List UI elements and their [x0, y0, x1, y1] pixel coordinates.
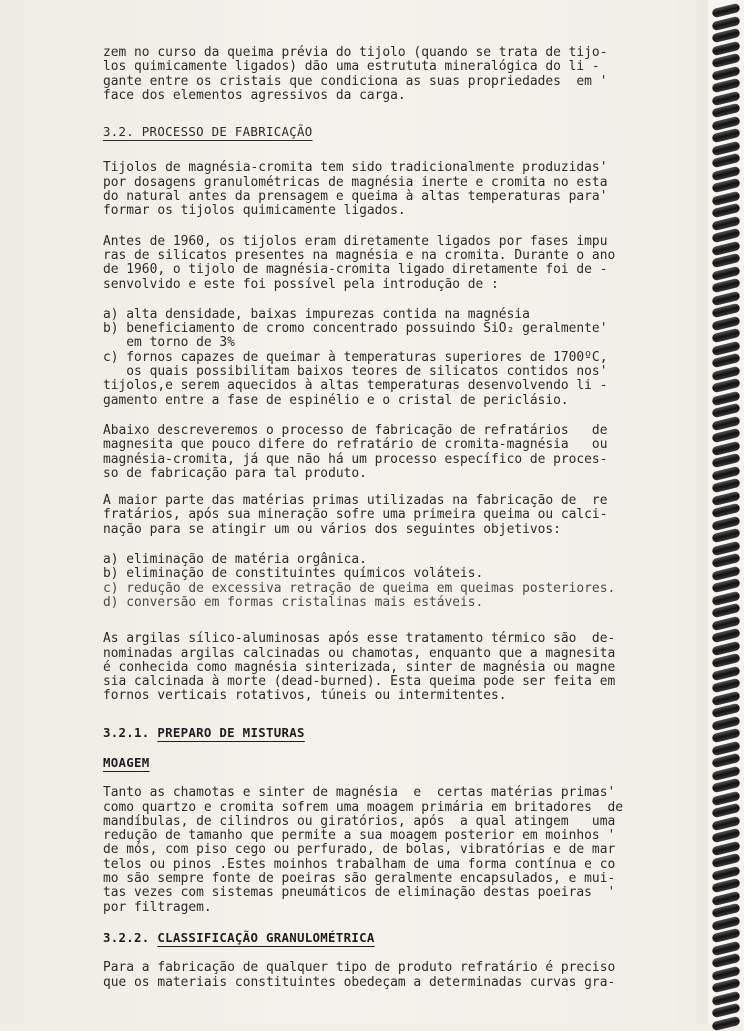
text-line: magnésia-cromita, já que não há um processo específico de proces-: [103, 451, 608, 467]
text-line: de 1960, o tijolo de magnésia-cromita ligado diretamente foi de -: [103, 262, 608, 278]
list-item: d) conversão em formas cristalinas mais estáveis.: [103, 594, 484, 610]
text-line: Tijolos de magnésia-cromita tem sido tradicionalmente produzidas': [103, 160, 608, 176]
list-item: a) alta densidade, baixas impurezas contida na magnésia: [103, 306, 530, 322]
list-item: gamento entre a fase de espinélio e o cristal de periclásio.: [103, 392, 569, 408]
paragraph-7: [103, 961, 693, 990]
paragraph-3: [103, 424, 693, 481]
list-item: a) eliminação de matéria orgânica.: [103, 552, 367, 568]
text-line: los quimicamente ligados) dão uma estrututa mineralógica do li -: [103, 59, 600, 75]
section-heading-3-2-1: [103, 726, 693, 740]
text-line: nominadas argilas calcinadas ou chamotas, enquanto que a magnesita: [103, 645, 616, 661]
section-number: 3.2.1.: [103, 724, 150, 740]
text-line: so de fabricação para tal produto.: [103, 465, 367, 481]
paragraph-1: [103, 161, 693, 218]
list-objectives: [103, 553, 693, 610]
spiral-binding: [708, 0, 744, 1024]
text-line: do natural antes da prensagem e queima à altas temperaturas para': [103, 189, 608, 205]
list-item: os quais possibilitam baixos teores de silicatos contidos nos': [103, 364, 608, 380]
paragraph-5: [103, 632, 693, 703]
text-line: mo são sempre fonte de poeiras são geralmente encapsulados, e mui-: [103, 871, 616, 887]
text-line: Tanto as chamotas e sinter de magnésia e certas matérias primas': [103, 785, 616, 801]
binding-coil: [711, 1015, 740, 1031]
list-item: b) beneficiamento de cromo concentrado possuindo SiO₂ geralmente': [103, 321, 608, 337]
text-line: redução de tamanho que permite a sua moagem posterior em moinhos ': [103, 828, 616, 844]
text-line: que os materiais constituintes obedeçam a determinadas curvas gra-: [103, 974, 616, 990]
text-line: ras de silicatos presentes na magnésia e na cromita. Durante o ano: [103, 247, 616, 263]
subheading-moagem: [103, 756, 693, 770]
paragraph-intro: [103, 46, 693, 103]
text-line: como quartzo e cromita sofrem uma moagem primária em britadores de: [103, 799, 623, 815]
text-line: Abaixo descreveremos o processo de fabricação de refratários de: [103, 422, 608, 438]
section-number: 3.2.2.: [103, 929, 150, 945]
section-heading-text: CLASSIFICAÇÃO GRANULOMÉTRICA: [157, 929, 375, 945]
text-line: é conhecida como magnésia sinterizada, sinter de magnésia ou magne: [103, 659, 616, 675]
text-line: mandíbulas, de cilindros ou giratórios, após a qual atingem uma: [103, 813, 616, 829]
subheading-text: MOAGEM: [103, 754, 150, 770]
text-line: fornos verticais rotativos, túneis ou intermitentes.: [103, 688, 507, 704]
text-line: Antes de 1960, os tijolos eram diretamente ligados por fases impu: [103, 233, 608, 249]
paragraph-4: [103, 494, 693, 537]
section-heading-text: PREPARO DE MISTURAS: [157, 724, 305, 740]
text-line: senvolvido e este foi possível pela introdução de :: [103, 276, 499, 292]
text-line: sia calcinada à morte (dead-burned). Esta queima pode ser feita em: [103, 674, 616, 690]
list-item: em torno de 3%: [103, 335, 235, 351]
paragraph-6: [103, 786, 693, 915]
section-heading-3-2-2: [103, 931, 693, 945]
text-line: As argilas sílico-aluminosas após esse tratamento térmico são de-: [103, 631, 616, 647]
list-requirements: [103, 308, 693, 408]
text-line: formar os tijolos quimicamente ligados.: [103, 203, 406, 219]
text-line: nação para se atingir um ou vários dos seguintes objetivos:: [103, 521, 561, 537]
text-line: gante entre os cristais que condiciona as suas propriedades em ': [103, 73, 608, 89]
text-line: A maior parte das matérias primas utilizadas na fabricação de re: [103, 493, 608, 509]
text-line: de mós, com piso cego ou perfurado, de bolas, vibratórias e de mar: [103, 842, 616, 858]
text-line: magnesita que pouco difere do refratário de cromita-magnésia ou: [103, 437, 608, 453]
text-line: Para a fabricação de qualquer tipo de produto refratário é preciso: [103, 960, 616, 976]
list-item: c) redução de excessiva retração de queima em queimas posteriores.: [103, 580, 616, 596]
text-line: tas vezes com sistemas pneumáticos de eliminação destas poeiras ': [103, 885, 616, 901]
text-line: por filtragem.: [103, 899, 212, 915]
text-line: zem no curso da queima prévia do tijolo (quando se trata de tijo-: [103, 45, 608, 60]
text-line: telos ou pinos .Estes moinhos trabalham de uma forma contínua e co: [103, 856, 616, 872]
paragraph-2: [103, 235, 693, 292]
text-line: fratários, após sua mineração sofre uma primeira queima ou calci-: [103, 507, 608, 523]
text-line: face dos elementos agressivos da carga.: [103, 87, 406, 103]
text-line: por dosagens granulométricas de magnésia inerte e cromita no esta: [103, 174, 608, 190]
list-item: tijolos,e serem aquecidos à altas temperaturas desenvolvendo li -: [103, 378, 608, 394]
list-item: b) eliminação de constituintes químicos voláteis.: [103, 566, 484, 582]
page-content: [103, 46, 693, 990]
list-item: c) fornos capazes de queimar à temperaturas superiores de 1700ºC,: [103, 349, 608, 365]
section-heading-text: 3.2. PROCESSO DE FABRICAÇÃO: [103, 124, 313, 140]
section-heading-3-2: [103, 125, 693, 139]
